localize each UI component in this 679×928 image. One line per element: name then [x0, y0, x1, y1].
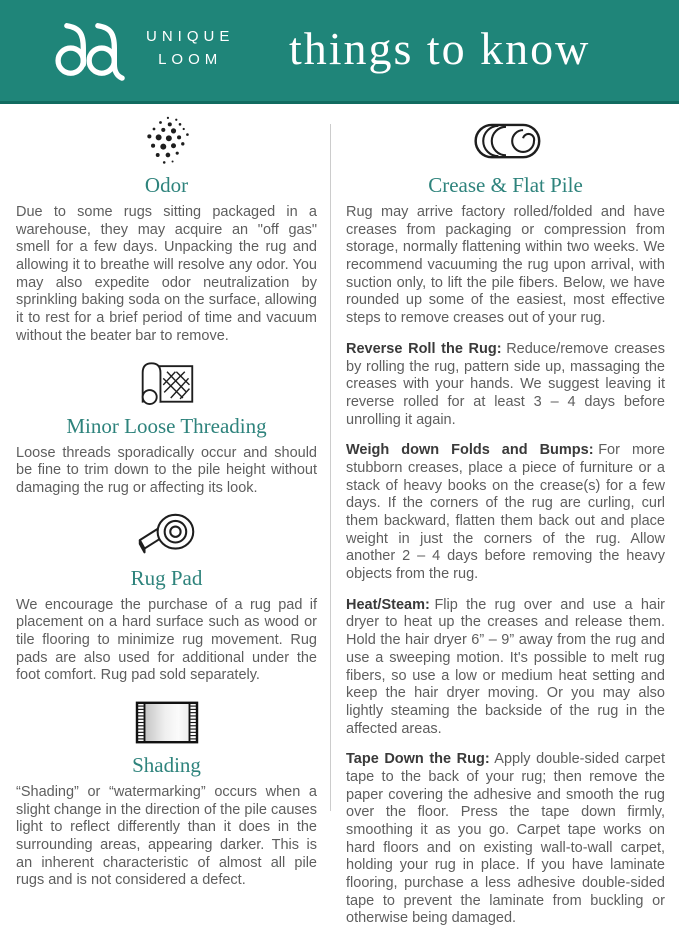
section-title-threading: Minor Loose Threading [66, 413, 267, 438]
rolled-rug-corner-icon [138, 359, 196, 407]
tip-body-heat-steam: Flip the rug over and use a hair dryer to heat up the creases and release them. Hold the hair dryer 6” – 9” away from the rug and use a sweeping motion. It's possible to melt rug fibers, so use a low or medium heat setting and keep the hair dryer moving. Or you may also lightly steaming the backside of the rug in the affected areas. [346, 596, 665, 737]
tip-label-heat-steam: Heat/Steam: [346, 596, 430, 613]
content-area [0, 104, 679, 927]
section-body-threading: Loose threads sporadically occur and should be fine to trim down to the pile height without damaging the rug or affecting its look. [16, 444, 317, 496]
brand-name [146, 26, 234, 71]
tip-tape-down [346, 751, 665, 928]
section-title-crease: Crease & Flat Pile [428, 173, 583, 197]
column-divider [330, 124, 331, 811]
tip-body-reverse-roll: Reduce/remove creases by rolling the rug, pattern side up, massaging the creases with your hands. We suggest leaving it reverse rolled for at least 3 – 4 days before unrolling it again. [346, 340, 665, 428]
rug-pad-roll-icon [137, 511, 197, 558]
tip-label-tape-down: Tape Down the Rug: [346, 751, 490, 768]
left-column [16, 114, 317, 889]
section-odor [16, 114, 317, 346]
section-body-shading: “Shading” or “watermarking” occurs when a slight change in the direction of the pile causes light to reflect differently than it does in the surrounding areas, appearing darker. This is an inherent characteristic of almost all pile rugs and is not considered a defect. [16, 784, 317, 889]
section-threading [16, 355, 317, 498]
fringed-rug-icon [134, 700, 200, 745]
tip-reverse-roll [346, 341, 665, 429]
section-title-odor: Odor [144, 173, 189, 197]
section-crease [346, 114, 665, 928]
section-body-rug-pad: We encourage the purchase of a rug pad if placement on a hard surface such as wood or tile flooring to minimize rug movement. Rug pads are also used for additional under the foot comfort. Rug pad sold separately. [16, 596, 317, 684]
tip-heat-steam [346, 597, 665, 739]
tip-body-tape-down: Apply double-sided carpet tape to the back of your rug; then remove the paper covering the adhesive and smooth the rug over the floor. Press the tape down firmly, smoothing it as you go. Carpet tape works on hard floors and on existing wall-to-wall carpet, holding your rug in place. If you have laminate flooring, purchase a less adhesive double-sided tape to prevent the laminate from buckling or otherwise being damaged. [346, 751, 665, 927]
section-title-rug-pad: Rug Pad [130, 565, 203, 590]
section-rug-pad [16, 507, 317, 685]
tip-body-weigh-down: For more stubborn creases, place a piece of furniture or a stack of heavy books on the crease(s) for a few days. If the corners of the rug are curling, curl them backward, flatten them back out and place weight in just the corners of the rug. Allow another 2 – 4 days before removing the heavy objects from the rug. [346, 442, 665, 583]
page-title: things to know [288, 23, 591, 74]
right-column [346, 114, 665, 927]
section-shading [16, 694, 317, 890]
tip-label-weigh-down: Weigh down Folds and Bumps: [346, 442, 594, 459]
section-body-odor: Due to some rugs sitting packaged in a warehouse, they may acquire an "off gas" smell for a few days. Unpacking the rug and allowing it to breathe will resolve any odor. You may also expedite odor neutralization by sprinkling baking soda on the surface, allowing it to rest for a brief period of time and vacuum without the beater bar to remove. [16, 204, 317, 344]
header-band [0, 0, 679, 104]
odor-dots-icon [141, 115, 193, 169]
rolled-rug-side-icon [469, 122, 543, 162]
tip-weigh-down [346, 442, 665, 584]
tip-label-reverse-roll: Reverse Roll the Rug: [346, 340, 502, 357]
section-intro-crease: Rug may arrive factory rolled/folded and have creases from packaging or compression from storage, normally flattening within two weeks. We recommend vacuuming the rug upon arrival, with suction only, to lift the pile fibers. Below, we have rounded up some of the easiest, most effective steps to remove creases out of your rug. [346, 204, 665, 327]
section-title-shading: Shading [132, 753, 201, 777]
brand-name-line1: UNIQUE [146, 28, 235, 45]
unique-loom-logo-icon [54, 17, 132, 81]
brand-name-line2: LOOM [158, 50, 223, 68]
